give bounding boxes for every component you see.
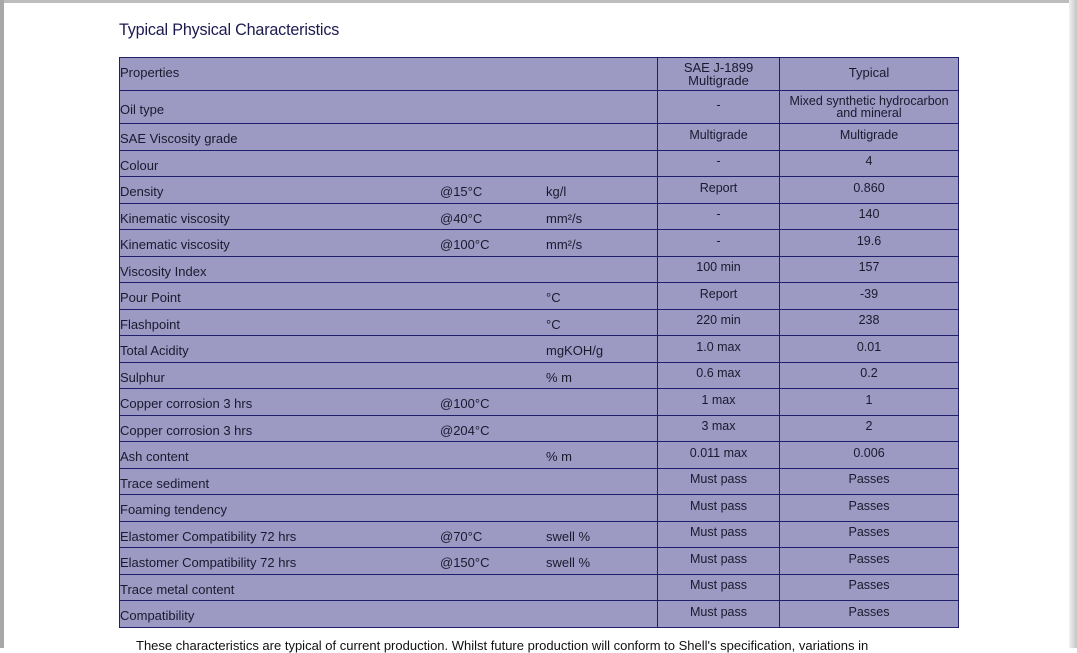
typical-value: 0.2 [860,366,878,381]
table-row [120,362,959,389]
property-name: Kinematic viscosity [120,210,230,226]
footnote: These characteristics are typical of current production. Whilst future production will conform to Shell's specification, variations in [136,638,869,653]
table-row [120,574,959,601]
typical-value: 4 [865,154,873,169]
typical-cell [780,574,959,601]
test-condition: @15°C [440,184,483,200]
property-name: Density [120,184,164,200]
spec-cell [658,521,780,548]
property-cell [120,124,658,151]
unit: % m [546,449,572,465]
spec-cell [658,124,780,151]
header-typical [780,58,959,91]
spec-cell [658,468,780,495]
spec-value: 100 min [696,260,741,275]
typical-value: Multigrade [839,127,899,142]
spec-value: Report [699,180,738,195]
spec-value: - [716,207,721,222]
property-name: Kinematic viscosity [120,237,230,253]
typical-cell [780,177,959,204]
table-row [120,203,959,230]
table-row [120,495,959,522]
table-row [120,309,959,336]
typical-value: 19.6 [856,233,882,248]
typical-cell [780,601,959,628]
spec-cell [658,91,780,124]
typical-cell [780,415,959,442]
header-spec-line2: Multigrade [688,73,749,88]
typical-cell [780,468,959,495]
spec-cell [658,203,780,230]
property-cell [120,309,658,336]
unit: swell % [546,528,591,544]
test-condition: @204°C [440,422,490,438]
property-name: Trace sediment [120,475,210,491]
spec-value: 3 max [701,419,736,434]
property-cell [120,177,658,204]
header-spec-line1: SAE J-1899 [683,60,754,75]
property-cell [120,203,658,230]
property-name: Copper corrosion 3 hrs [120,396,253,412]
typical-value: Mixed synthetic hydrocarbon and mineral [789,94,949,120]
spec-cell [658,150,780,177]
unit: swell % [546,555,591,571]
section-title: Typical Physical Characteristics [119,20,340,39]
header-properties [120,58,658,91]
window-right-edge [1069,0,1077,648]
property-cell [120,283,658,310]
typical-value: Passes [848,578,890,593]
property-cell [120,442,658,469]
spec-value: Must pass [690,551,747,566]
table-row [120,521,959,548]
table-row [120,389,959,416]
spec-cell [658,283,780,310]
typical-value: Passes [848,551,890,566]
typical-value: 238 [858,313,880,328]
table-row [120,150,959,177]
property-name: Compatibility [120,608,195,624]
property-cell [120,468,658,495]
typical-cell [780,362,959,389]
typical-cell [780,495,959,522]
spec-value: Report [699,286,738,301]
property-name: Total Acidity [120,343,189,359]
property-name: Pour Point [120,290,181,306]
physical-characteristics-table [119,57,959,628]
unit: mm²/s [546,237,583,253]
typical-cell [780,91,959,124]
property-name: Copper corrosion 3 hrs [120,422,253,438]
table-row [120,230,959,257]
table-row [120,336,959,363]
property-cell [120,362,658,389]
test-condition: @100°C [440,396,490,412]
unit: °C [546,290,561,306]
table-row [120,548,959,575]
spec-value: Multigrade [689,127,748,142]
typical-value: 0.006 [853,445,885,460]
typical-cell [780,230,959,257]
spec-value: 0.011 max [689,445,748,460]
test-condition: @100°C [440,237,490,253]
table-row [120,256,959,283]
spec-value: Must pass [690,525,747,540]
spec-cell [658,256,780,283]
property-cell [120,256,658,283]
typical-value: -39 [859,286,879,301]
table-row [120,468,959,495]
spec-value: 0.6 max [696,366,741,381]
typical-cell [780,203,959,230]
spec-value: Must pass [690,472,747,487]
property-name: Ash content [120,449,189,465]
test-condition: @40°C [440,210,483,226]
property-cell [120,336,658,363]
typical-cell [780,309,959,336]
property-cell [120,548,658,575]
table-row [120,91,959,124]
property-cell [120,415,658,442]
unit: °C [546,316,561,332]
property-cell [120,91,658,124]
property-cell [120,601,658,628]
spec-value: 220 min [696,313,741,328]
property-cell [120,521,658,548]
property-name: Colour [120,157,159,173]
spec-cell [658,495,780,522]
property-cell [120,495,658,522]
spec-cell [658,574,780,601]
table-row [120,442,959,469]
typical-value: Passes [848,472,890,487]
typical-cell [780,521,959,548]
typical-value: 140 [858,207,880,222]
spec-value: Must pass [690,578,747,593]
table-row [120,283,959,310]
property-cell [120,230,658,257]
typical-cell [780,150,959,177]
property-name: Elastomer Compatibility 72 hrs [120,528,297,544]
spec-cell [658,389,780,416]
spec-cell [658,362,780,389]
property-name: Elastomer Compatibility 72 hrs [120,555,297,571]
window-left-edge [0,0,4,648]
spec-cell [658,177,780,204]
spec-value: Must pass [690,604,747,619]
spec-value: 1.0 max [696,339,741,354]
typical-cell [780,389,959,416]
header-spec [658,58,780,91]
table-row [120,601,959,628]
table-header-row [120,58,959,91]
typical-cell [780,283,959,310]
unit: % m [546,369,572,385]
spec-value: - [716,233,721,248]
spec-cell [658,336,780,363]
spec-cell [658,230,780,257]
typical-value: Passes [848,525,890,540]
header-properties-label: Properties [120,64,180,80]
unit: mm²/s [546,210,583,226]
property-cell [120,150,658,177]
spec-value: Must pass [690,498,747,513]
typical-value: 0.860 [853,180,885,195]
typical-value: Passes [848,604,890,619]
typical-value: Passes [848,498,890,513]
header-typical-label: Typical [848,64,890,80]
typical-value: 0.01 [856,339,882,354]
spec-cell [658,601,780,628]
property-name: SAE Viscosity grade [120,131,238,147]
property-name: Trace metal content [120,581,235,597]
typical-value: 157 [858,260,880,275]
typical-cell [780,336,959,363]
table-row [120,415,959,442]
spec-value: - [716,154,721,169]
spec-cell [658,548,780,575]
typical-cell [780,548,959,575]
property-cell [120,574,658,601]
property-cell [120,389,658,416]
table-row [120,124,959,151]
typical-cell [780,256,959,283]
spec-value: - [716,98,721,112]
spec-cell [658,309,780,336]
property-name: Viscosity Index [120,263,207,279]
property-name: Foaming tendency [120,502,227,518]
spec-cell [658,415,780,442]
property-name: Flashpoint [120,316,180,332]
typical-value: 2 [865,419,873,434]
typical-value: 1 [865,392,873,407]
typical-cell [780,124,959,151]
typical-cell [780,442,959,469]
table-row [120,177,959,204]
property-name: Oil type [120,101,165,117]
property-name: Sulphur [120,369,165,385]
spec-cell [658,442,780,469]
test-condition: @150°C [440,555,490,571]
spec-value: 1 max [701,392,736,407]
unit: mgKOH/g [546,343,604,359]
window-top-edge [0,0,1077,3]
unit: kg/l [546,184,567,200]
test-condition: @70°C [440,528,483,544]
